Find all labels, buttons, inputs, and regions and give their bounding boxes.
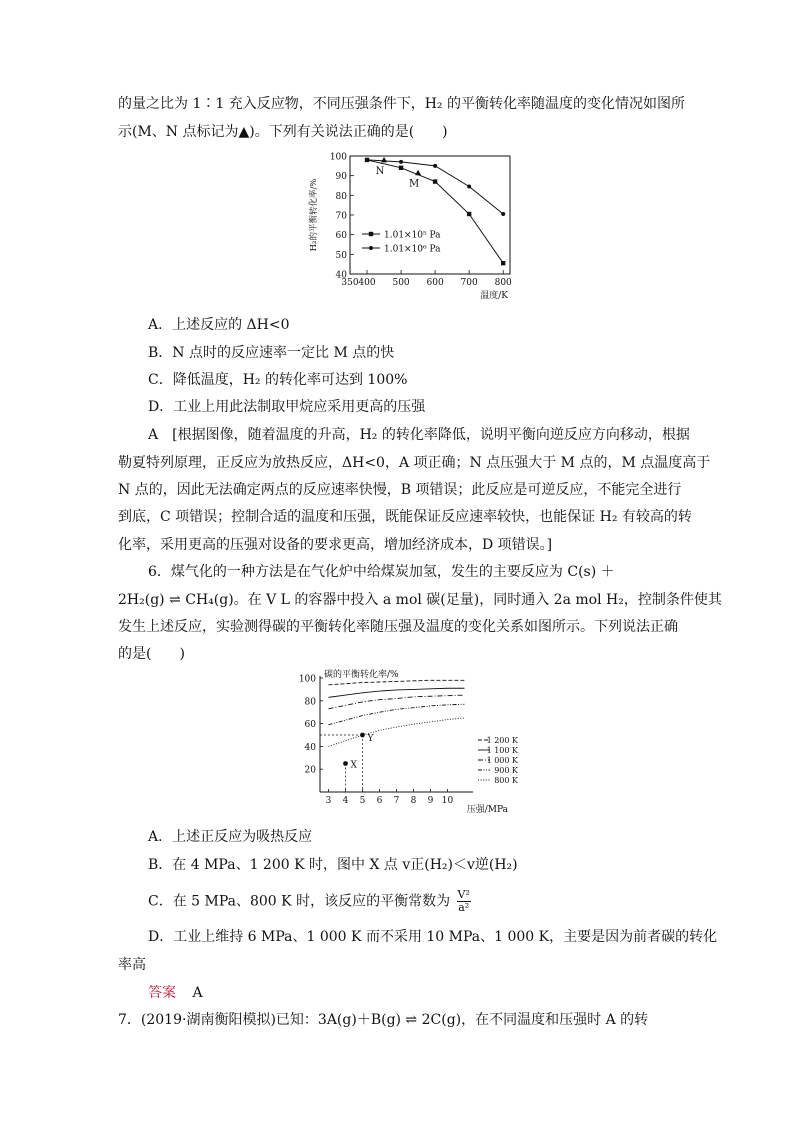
x-tick-label: 3 — [325, 796, 332, 806]
x-tick-label: 4 — [342, 796, 349, 806]
legend-marker-circle — [369, 246, 373, 250]
data-point-circle — [433, 164, 437, 168]
x-tick-label: 7 — [393, 796, 400, 806]
y-tick-label: 60 — [304, 720, 316, 731]
point-Y — [360, 733, 365, 738]
q5-analysis-line3: N 点的，因此无法确定两点的反应速率快慢，B 项错误；此反应是可逆反应，不能完全进行 — [118, 482, 682, 498]
x-tick-label: 6 — [376, 796, 383, 806]
x-tick-label: 800 — [494, 278, 512, 288]
h2-conversion-chart — [300, 148, 520, 308]
series-line-2 — [329, 695, 465, 709]
y-tick-label: 40 — [335, 270, 347, 281]
legend-label: 1 200 K — [486, 736, 518, 745]
q6-option-b: B．在 4 MPa、1 200 K 时，图中 X 点 v正(H₂)＜v逆(H₂) — [148, 857, 518, 873]
legend-label: 800 K — [494, 776, 518, 785]
x-tick-label: 5 — [359, 796, 366, 806]
carbon-conversion-chart — [290, 668, 520, 820]
y-tick-label: 100 — [298, 674, 316, 685]
x-tick-label: 600 — [426, 278, 444, 288]
y-tick-label: 60 — [335, 231, 347, 242]
series-line-1 — [329, 688, 465, 697]
q5-analysis-line1: A [根据图像，随着温度的升高，H₂ 的转化率降低，说明平衡向逆反应方向移动，根据 — [148, 427, 690, 443]
legend-label: 1.01×10⁶ Pa — [384, 244, 441, 255]
y-tick-label: 20 — [304, 765, 316, 776]
legend-label: 1 000 K — [486, 756, 518, 765]
x-tick-label: 700 — [460, 278, 478, 288]
q5-option-b: B．N 点时的反应速率一定比 M 点的快 — [148, 345, 395, 361]
point-label-X: X — [350, 760, 357, 771]
legend-label: 1.01×10⁵ Pa — [384, 230, 441, 241]
q6-option-d-line1: D．工业上维持 6 MPa、1 000 K 而不采用 10 MPa、1 000 K，主要是因为前者碳的转化 — [148, 929, 718, 945]
point-label-Y: Y — [367, 734, 374, 744]
q5-analysis-line5: 化率，采用更高的压强对设备的要求更高，增加经济成本，D 项错误。] — [118, 537, 553, 553]
series-line-0 — [329, 680, 465, 685]
q5-analysis-line2: 勒夏特列原理，正反应为放热反应，ΔH<0，A 项正确；N 点压强大于 M 点的，M 点温度高于 — [118, 455, 711, 471]
data-point-circle — [399, 160, 403, 164]
annotation-label-M: M — [408, 178, 420, 190]
x-axis-label: 温度/K — [480, 291, 508, 301]
annotation-triangle — [381, 157, 387, 163]
q6-option-c — [148, 889, 471, 914]
q6-option-c-text: C．在 5 MPa、800 K 时，该反应的平衡常数为 — [148, 893, 451, 910]
y-tick-label: 70 — [335, 211, 347, 222]
y-tick-label: 80 — [304, 697, 316, 708]
series-line-1 — [367, 160, 503, 214]
q5-stem-line1: 的量之比为 1∶1 充入反应物，不同压强条件下，H₂ 的平衡转化率随温度的变化情况如图所 — [118, 96, 685, 112]
q6-option-a: A．上述正反应为吸热反应 — [148, 829, 313, 845]
q6-option-c-fraction — [457, 889, 471, 914]
data-point-circle — [501, 212, 505, 216]
q6-answer — [148, 983, 203, 1003]
q6-fraction-numerator: V² — [457, 888, 470, 901]
x-axis-label: 压强/MPa — [466, 805, 508, 815]
y-axis-label: 碳的平衡转化率/% — [324, 670, 399, 680]
series-line-3 — [329, 704, 465, 725]
y-tick-label: 40 — [304, 742, 316, 753]
q5-stem-line2: 示(M、N 点标记为▲)。下列有关说法正确的是( ) — [118, 124, 448, 140]
legend-marker-square — [369, 232, 373, 236]
q5-option-c: C．降低温度，H₂ 的转化率可达到 100% — [148, 372, 408, 388]
q6-stem-line3: 发生上述反应，实验测得碳的平衡转化率随压强及温度的变化关系如图所示。下列说法正确 — [118, 619, 678, 635]
q7-stem: 7．(2019·湖南衡阳模拟)已知：3A(g)＋B(g) ⇌ 2C(g)，在不同温度和压强时 A 的转 — [118, 1012, 649, 1028]
y-tick-label: 50 — [335, 250, 347, 261]
x-tick-label: 8 — [410, 796, 417, 806]
q5-option-a: A．上述反应的 ΔH<0 — [148, 317, 290, 333]
x-tick-label: 500 — [392, 278, 410, 288]
legend-label: 1 100 K — [486, 746, 518, 755]
y-tick-label: 80 — [335, 191, 347, 202]
data-point-square — [467, 212, 471, 216]
answer-label: 答案 — [148, 985, 176, 1001]
point-X — [343, 761, 348, 766]
data-point-circle — [365, 158, 369, 162]
series-line-4 — [329, 718, 465, 747]
data-point-circle — [467, 184, 471, 188]
data-point-square — [501, 261, 505, 265]
q6-fraction-denominator: a² — [458, 901, 470, 914]
q6-stem-line4: 的是( ) — [118, 646, 185, 662]
data-point-square — [399, 166, 403, 170]
y-tick-label: 100 — [329, 152, 347, 163]
legend-label: 900 K — [494, 766, 518, 775]
y-tick-label: 90 — [335, 172, 347, 183]
y-axis-label: H₂的平衡转化率/% — [309, 178, 319, 252]
data-point-square — [433, 179, 437, 183]
q6-stem-line2: 2H₂(g) ⇌ CH₄(g)。在 V L 的容器中投入 a mol 碳(足量)，同时通入 2a mol H₂，控制条件使其 — [118, 592, 722, 608]
annotation-label-N: N — [375, 165, 385, 177]
x-tick-label: 9 — [427, 796, 434, 806]
plot-frame — [350, 156, 510, 274]
q5-option-d: D．工业上用此法制取甲烷应采用更高的压强 — [148, 399, 426, 415]
x-tick-label: 10 — [441, 796, 454, 806]
q5-analysis-line4: 到底，C 项错误；控制合适的温度和压强，既能保证反应速率较快，也能保证 H₂ 有较高的转 — [118, 509, 692, 525]
q6-stem-line1: 6．煤气化的一种方法是在气化炉中给煤炭加氢，发生的主要反应为 C(s) ＋ — [148, 564, 615, 580]
answer-value: A — [192, 985, 203, 1001]
annotation-triangle — [415, 170, 421, 176]
x-tick-label: 350 — [341, 278, 359, 288]
x-tick-label: 400 — [358, 278, 376, 288]
q6-option-d-line2: 率高 — [118, 957, 146, 973]
